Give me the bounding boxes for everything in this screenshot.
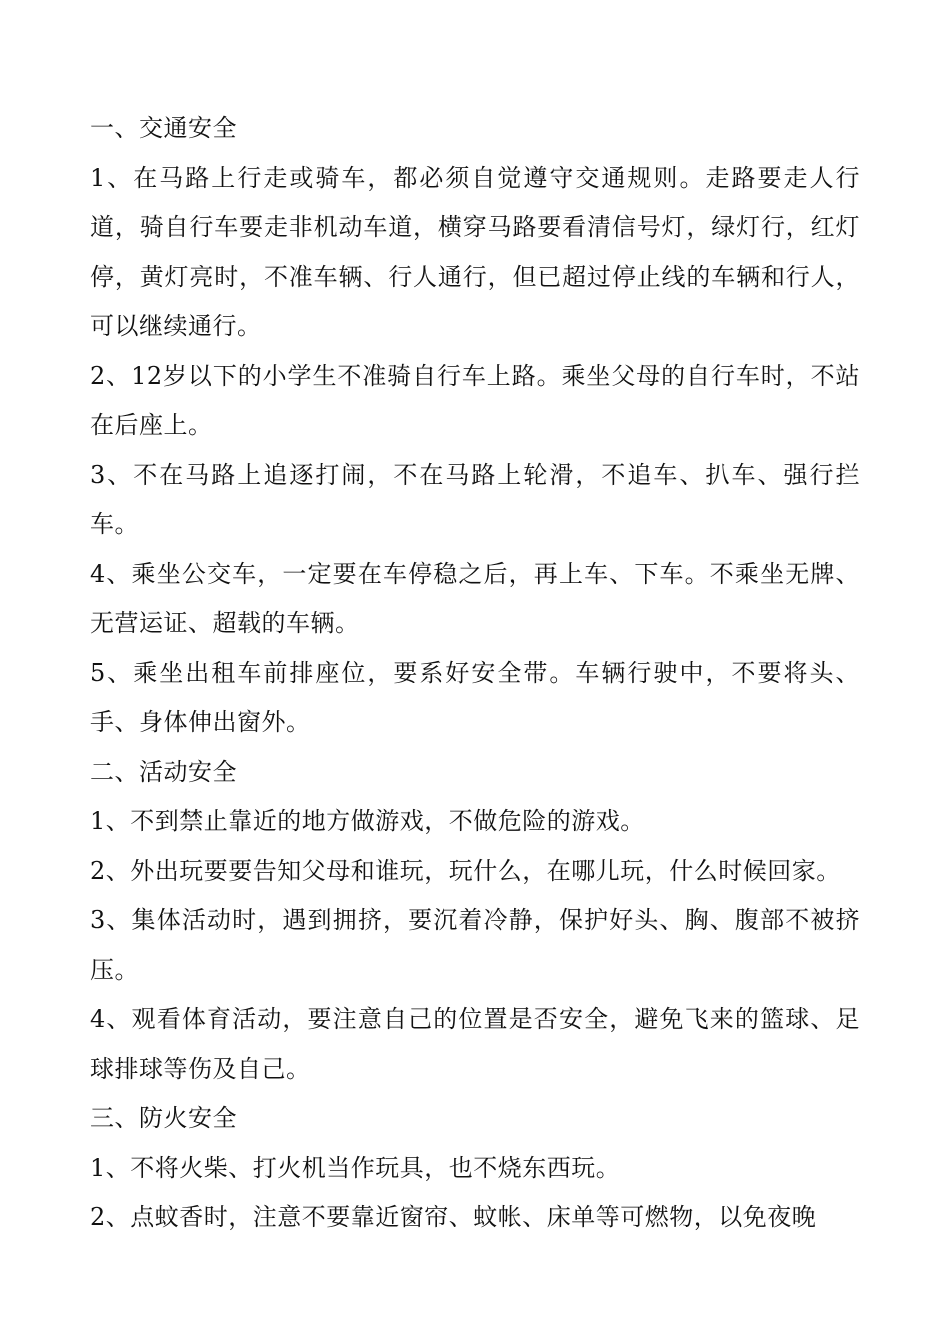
paragraph-fire-rule-2: 2、点蚊香时，注意不要靠近窗帘、蚊帐、床单等可燃物，以免夜晚 [90, 1203, 817, 1231]
paragraph-activity-rule-1: 1、不到禁止靠近的地方做游戏，不做危险的游戏。 [90, 807, 645, 835]
paragraph-fire-rule-1: 1、不将火柴、打火机当作玩具，也不烧东西玩。 [90, 1153, 621, 1182]
section-heading-traffic-safety: 一、交通安全 [90, 114, 237, 142]
paragraph-traffic-rule-1: 1、在马路上行走或骑车，都必须自觉遵守交通规则。走路要走人行道，骑自行车要走非机动车道，横穿马路要看清信号灯，绿灯行，红灯停，黄灯亮时，不准车辆、行人通行，但已超过停止线的车辆和行人，可以继续通行。 [90, 163, 860, 340]
paragraph-traffic-rule-3: 3、不在马路上追逐打闹，不在马路上轮滑，不追车、扒车、强行拦车。 [90, 460, 860, 538]
paragraph-activity-rule-4: 4、观看体育活动，要注意自己的位置是否安全，避免飞来的篮球、足球排球等伤及自己。 [90, 1005, 860, 1083]
paragraph-activity-rule-3: 3、集体活动时，遇到拥挤，要沉着冷静，保护好头、胸、腹部不被挤压。 [90, 906, 860, 984]
document-page [90, 104, 860, 1243]
paragraph-traffic-rule-5: 5、乘坐出租车前排座位，要系好安全带。车辆行驶中，不要将头、手、身体伸出窗外。 [90, 658, 860, 736]
section-heading-activity-safety: 二、活动安全 [90, 757, 237, 786]
paragraph-traffic-rule-2: 2、12岁以下的小学生不准骑自行车上路。乘坐父母的自行车时，不站在后座上。 [90, 361, 860, 439]
paragraph-traffic-rule-4: 4、乘坐公交车，一定要在车停稳之后，再上车、下车。不乘坐无牌、无营运证、超载的车辆。 [90, 559, 860, 637]
section-heading-fire-safety: 三、防火安全 [90, 1104, 237, 1132]
paragraph-activity-rule-2: 2、外出玩要要告知父母和谁玩，玩什么，在哪儿玩，什么时候回家。 [90, 856, 841, 885]
